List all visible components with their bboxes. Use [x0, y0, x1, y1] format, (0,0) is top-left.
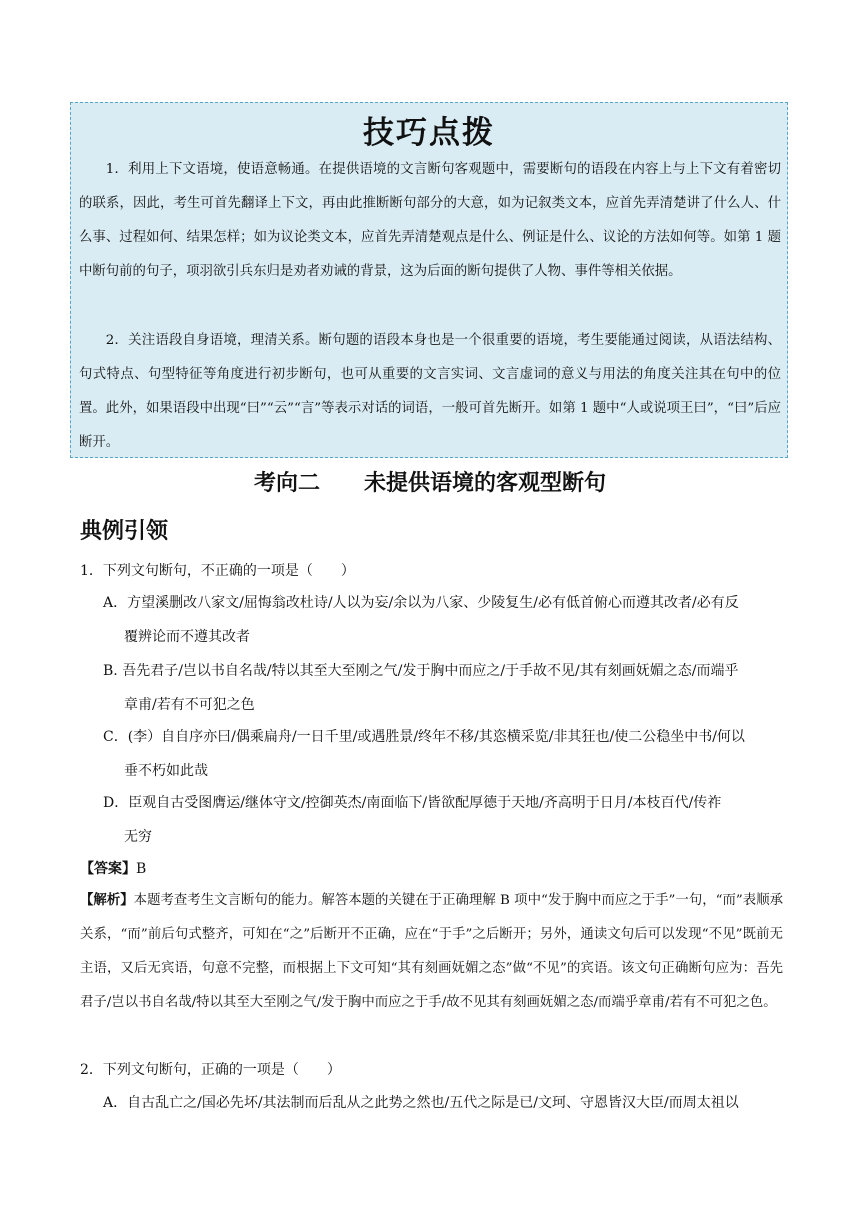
option-d-line-1: D．臣观自古受图膺运/继体守文/控御英杰/南面临下/皆欲配厚德于天地/齐高明于日月/本枝百代/传祚: [103, 795, 722, 811]
question-1-option-a: [103, 586, 783, 654]
question-1-option-d: [103, 786, 783, 854]
section-heading: 考向二 未提供语境的客观型断句: [253, 471, 606, 496]
question-1-option-b: [103, 654, 783, 722]
question-1-option-c: [103, 720, 783, 788]
option-d-line-2: 无穷: [124, 829, 152, 845]
tip-box-title: 技巧点拨: [363, 115, 495, 151]
question-1-analysis: [80, 884, 783, 1020]
answer-label: 【答案】: [80, 861, 136, 877]
example-heading: 典例引领: [80, 519, 169, 544]
analysis-text: 本题考查考生文言断句的能力。解答本题的关键在于正确理解 B 项中“发于胸中而应之于手”一句，“而”表顺承关系，“而”前后句式整齐，可知在“之”后断开不正确，应在“于手”之后断开；另外，通读文句后可以发现“不见”既前无主语，又后无宾语，句意不完整，而根据上下文可知“其有刻画妩媚之态”做“不见”的宾语。该文句正确断句应为：吾先君子/岂以书自名哉/特以其至大至刚之气/发于胸中而应之于手/故不见其有刻画妩媚之态/而端乎章甫/若有不可犯之色。: [80, 893, 784, 1010]
answer-value: B: [136, 861, 147, 877]
q2-option-a-line-1: A．自古乱亡之/国必先坏/其法制而后乱从之此势之然也/五代之际是已/文珂、守恩皆汉大臣/而周太祖以: [103, 1095, 739, 1111]
question-2-stem: 2．下列文句断句，正确的一项是（ ）: [80, 1062, 341, 1078]
option-b-line-1: B. 吾先君子/岂以书自名哉/特以其至大至刚之气/发于胸中而应之/于手故不见/其有刻画妩媚之态/而端乎: [103, 663, 739, 679]
question-1-answer: [80, 858, 146, 878]
option-a-line-1: A．方望溪删改八家文/屈悔翁改杜诗/人以为妄/余以为八家、少陵复生/必有低首俯心而遵其改者/必有反: [103, 595, 739, 611]
option-c-line-1: C．(李）自自序亦曰/偶乘扁舟/一日千里/或遇胜景/终年不移/其恣横采览/非其狂也/使二公稳坐中书/何以: [103, 729, 745, 745]
tip-box: [70, 102, 788, 458]
option-b-line-2: 章甫/若有不可犯之色: [124, 697, 255, 713]
question-1-stem: 1．下列文句断句，不正确的一项是（ ）: [80, 563, 355, 579]
option-a-line-2: 覆辨论而不遵其改者: [124, 629, 250, 645]
tip-paragraph-1: 1．利用上下文语境，使语意畅通。在提供语境的文言断句客观题中，需要断句的语段在内容上与上下文有着密切的联系，因此，考生可首先翻译上下文，再由此推断断句部分的大意，如为记叙类文本，应首先弄清楚讲了什么人、什么事、过程如何、结果怎样；如为议论类文本，应首先弄清楚观点是什么、例证是什么、议论的方法如何等。如第 1 题中断句前的句子，项羽欲引兵东归是劝者劝诫的背景，这为后面的断句提供了人物、事件等相关依据。: [79, 162, 781, 279]
option-c-line-2: 垂不朽如此哉: [124, 763, 208, 779]
tip-paragraph-2: 2．关注语段自身语境，理清关系。断句题的语段本身也是一个很重要的语境，考生要能通过阅读，从语法结构、句式特点、句型特征等角度进行初步断句，也可从重要的文言实词、文言虚词的意义与用法的角度关注其在句中的位置。此外，如果语段中出现“曰”“云”“言”等表示对话的词语，一般可首先断开。如第 1 题中“人或说项王曰”，“曰”后应断开。: [79, 333, 781, 450]
analysis-label: 【解析】: [80, 893, 134, 908]
question-2-option-a: [103, 1086, 783, 1120]
